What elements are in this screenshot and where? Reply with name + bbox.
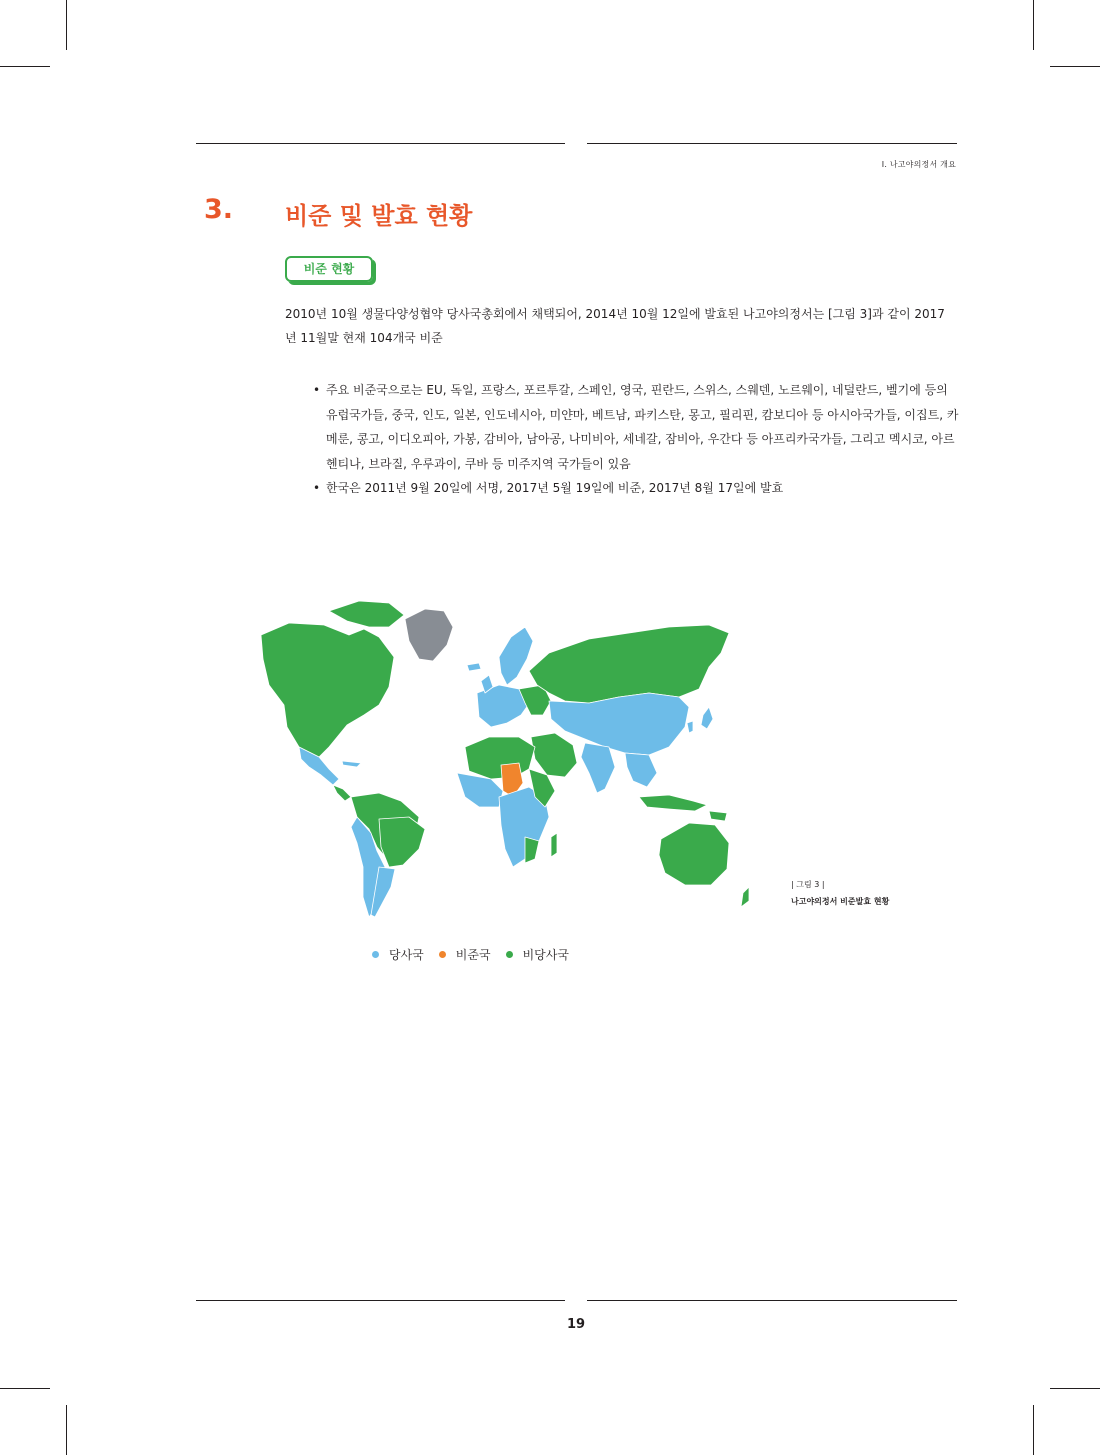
crop-mark-bottom-right-v — [1033, 1405, 1034, 1455]
list-item — [313, 476, 963, 501]
list-item-text: 한국은 2011년 9월 20일에 서명, 2017년 5월 19일에 비준, 2017년 8월 17일에 발효 — [326, 481, 784, 495]
legend-item-ratified — [439, 946, 491, 963]
region-brazil — [379, 817, 425, 867]
legend-label-party: 당사국 — [389, 948, 424, 962]
page-number: 19 — [566, 1317, 586, 1332]
region-indonesia — [639, 795, 707, 811]
region-iceland — [467, 663, 481, 671]
region-scandinavia — [499, 627, 533, 685]
crop-mark-top-right-h — [1050, 66, 1100, 67]
figure-caption-label: | 그림 3 | — [791, 880, 825, 889]
legend-dot-party — [372, 951, 379, 958]
crop-mark-top-left-v — [66, 0, 67, 50]
section-title: 비준 및 발효 현황 — [285, 202, 473, 230]
running-header: Ⅰ. 나고야의정서 개요 — [881, 160, 956, 169]
region-new-zealand — [741, 887, 749, 907]
legend-item-non-party — [506, 946, 569, 963]
region-canada-islands — [329, 601, 404, 627]
region-png — [709, 811, 727, 821]
list-item-text: 주요 비준국으로는 EU, 독일, 프랑스, 포르투갈, 스페인, 영국, 핀란드, 스위스, 스웨덴, 노르웨이, 네덜란드, 벨기에 등의 유럽국가들, 중국, 인도, 일본, 인도네시아, 미얀마, 베트남, 파키스탄, 몽고, 필리핀, 캄보디아 등 아시아국가들, 이집트, 카메룬, 콩고, 이디오피아, 가봉, 감비아, 남아공, 나미비아, 세네갈, 잠비아, 우간다 등 아프리카국가들, 그리고 멕시코, 아르헨티나, 브라질, 우루과이, 쿠바 등 미주지역 국가들이 있음 — [326, 383, 959, 471]
region-middle-east — [531, 733, 577, 777]
crop-mark-top-right-v — [1033, 0, 1034, 50]
legend-label-non-party: 비당사국 — [522, 948, 569, 962]
header-rule-right — [587, 143, 957, 144]
region-cuba — [342, 761, 361, 767]
list-item — [313, 378, 963, 476]
footer-rule-left — [196, 1300, 565, 1301]
section-number: 3. — [204, 194, 234, 225]
region-north-america — [261, 623, 394, 757]
bullet-marker: • — [313, 481, 321, 495]
figure-caption-title: 나고야의정서 비준발효 현황 — [791, 897, 890, 906]
intro-paragraph: 2010년 10월 생물다양성협약 당사국총회에서 채택되어, 2014년 10월 12일에 발효된 나고야의정서는 [그림 3]과 같이 2017년 11월말 현재 104개국 비준 — [285, 307, 945, 345]
region-central-america — [333, 785, 351, 801]
world-map — [229, 597, 779, 927]
region-madagascar — [551, 833, 557, 857]
region-north-africa — [465, 737, 535, 779]
legend-label-ratified: 비준국 — [455, 948, 491, 962]
crop-mark-bottom-left-h — [0, 1388, 50, 1389]
crop-mark-top-left-h — [0, 66, 50, 67]
map-legend — [372, 946, 584, 963]
bullet-list — [313, 378, 963, 501]
subsection-tag: 비준 현황 — [285, 256, 373, 282]
legend-item-party — [372, 946, 424, 963]
region-india — [581, 743, 615, 793]
bullet-marker: • — [313, 383, 321, 397]
region-australia — [659, 823, 729, 885]
region-southeast-asia — [625, 753, 657, 787]
legend-dot-ratified — [439, 951, 446, 958]
crop-mark-bottom-left-v — [66, 1405, 67, 1455]
region-japan — [701, 707, 713, 729]
region-southern-africa — [525, 837, 539, 863]
footer-rule-right — [587, 1300, 957, 1301]
legend-dot-non-party — [506, 951, 513, 958]
region-korea — [687, 721, 693, 733]
region-russia — [529, 625, 729, 703]
crop-mark-bottom-right-h — [1050, 1388, 1100, 1389]
region-greenland — [405, 609, 453, 661]
header-rule-left — [196, 143, 565, 144]
